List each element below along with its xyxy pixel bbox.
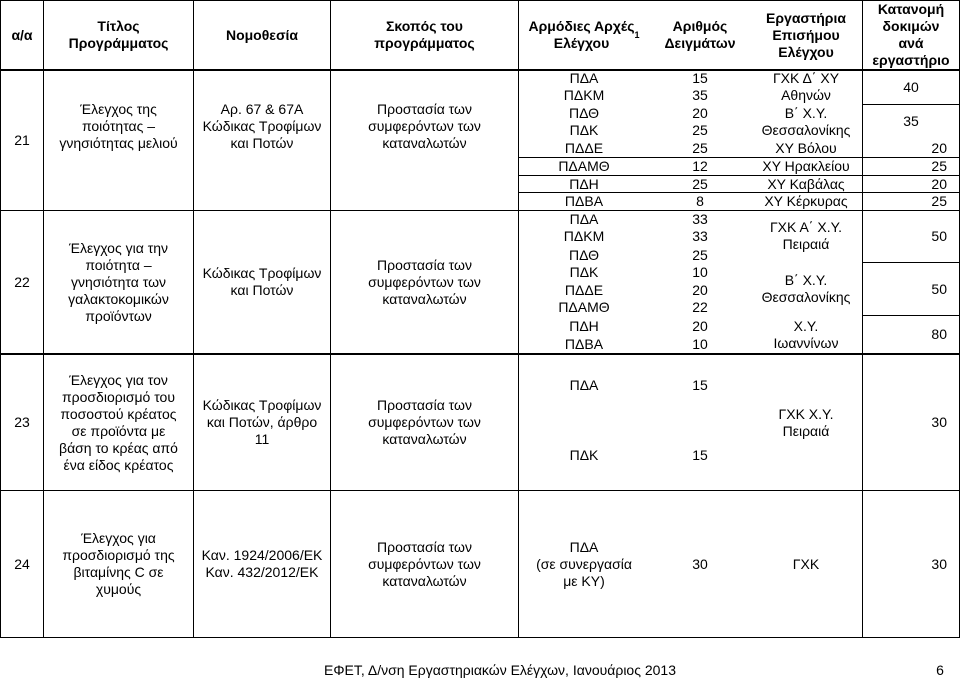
lab-cell: ΓΧΚ: [792, 555, 820, 572]
samples-cell: 15: [692, 70, 708, 86]
samples-cell: 20: [692, 281, 708, 298]
authority-cell: ΠΔΑΜΘ: [558, 299, 610, 315]
allocation-cell: 50: [931, 228, 947, 244]
allocation-cell: 25: [931, 158, 947, 174]
table-border-bottom: [0, 637, 960, 638]
authority-cell: ΠΔΗ: [569, 317, 599, 334]
authority-cell: ΠΔΔΕ: [564, 140, 604, 156]
samples-cell: 12: [692, 158, 708, 174]
allocation-cell: 50: [931, 280, 947, 297]
allocation-cell: 30: [931, 555, 947, 572]
header-allocation: Κατανομή δοκιμών ανά εργαστήριο: [872, 1, 950, 68]
program-number: 21: [14, 132, 30, 148]
lab-cell: ΓΧΚ Χ.Υ. Πειραιά: [778, 405, 834, 439]
lab-cell: ΧΥ Βόλου: [775, 140, 837, 156]
samples-cell: 33: [692, 211, 708, 227]
program-number: 23: [14, 414, 30, 430]
header-labs: Εργαστήρια Επισήμου Ελέγχου: [766, 9, 846, 60]
page-number: 6: [936, 662, 944, 678]
program-title: Έλεγχος για προσδιορισμό της βιταμίνης C σε χυμούς: [62, 530, 175, 597]
program-purpose: Προστασία των συμφερόντων των καταναλωτών: [368, 538, 481, 589]
samples-cell: 15: [692, 447, 708, 463]
allocation-cell: 40: [903, 79, 919, 95]
allocation-cell: 20: [931, 140, 947, 156]
authority-cell: ΠΔΑ: [569, 211, 599, 227]
lab-cell: ΓΧΚ Δ΄ ΧΥ Αθηνών: [772, 70, 840, 103]
allocation-cell: 80: [931, 326, 947, 342]
lab-cell: ΓΧΚ Α΄ Χ.Υ. Πειραιά: [769, 219, 843, 252]
authority-cell: ΠΔΒΑ: [564, 335, 604, 352]
samples-cell: 8: [696, 193, 704, 209]
samples-cell: 25: [692, 246, 708, 263]
samples-cell: 20: [692, 317, 708, 334]
program-legislation: Καν. 1924/2006/ΕΚ Καν. 432/2012/ΕΚ: [201, 547, 323, 580]
header-authorities: Αρμόδιες Αρχές Ελέγχου 1: [528, 18, 640, 51]
header-samples: Αριθμός Δειγμάτων: [664, 18, 736, 51]
allocation-cell: 25: [931, 193, 947, 209]
header-law: Νομοθεσία: [225, 26, 299, 43]
program-purpose: Προστασία των συμφερόντων των καταναλωτών: [368, 101, 481, 151]
header-title: Τίτλος Προγράμματος: [68, 18, 169, 51]
samples-cell: 30: [692, 555, 708, 572]
lab-cell: Β΄ Χ.Υ. Θεσσαλονίκης: [761, 272, 851, 305]
header-aa: α/α: [11, 26, 33, 43]
lab-cell: ΧΥ Κέρκυρας: [764, 193, 848, 209]
program-title: Έλεγχος για τον προσδιορισμό του ποσοστού κρέατος σε προϊόντα με βάση το κρέας από ένα είδος κρέατος: [59, 371, 178, 473]
samples-cell: 22: [692, 299, 708, 315]
samples-cell: 33: [692, 228, 708, 244]
allocation-cell: 30: [931, 414, 947, 430]
samples-cell: 20: [692, 105, 708, 121]
authority-cell: ΠΔΘ: [568, 246, 600, 263]
allocation-cell: 20: [931, 175, 947, 192]
authority-cell: ΠΔΑ: [569, 377, 599, 393]
authority-cell: ΠΔΚΜ: [563, 228, 605, 244]
authority-cell: ΠΔΔΕ: [564, 281, 604, 298]
lab-cell: ΧΥ Καβάλας: [767, 175, 845, 192]
authority-cell: ΠΔΘ: [568, 105, 600, 121]
lab-cell: ΧΥ Ηρακλείου: [762, 158, 850, 174]
header-authorities-label: Αρμόδιες Αρχές Ελέγχου: [528, 18, 635, 51]
samples-cell: 10: [692, 335, 708, 352]
program-number: 24: [14, 555, 30, 572]
authority-cell: ΠΔΑ: [569, 70, 599, 86]
samples-cell: 25: [692, 122, 708, 138]
program-purpose: Προστασία των συμφερόντων των καταναλωτών: [368, 256, 481, 307]
samples-cell: 10: [692, 264, 708, 280]
allocation-cell: 35: [903, 113, 919, 129]
program-legislation: Κώδικας Τροφίμων και Ποτών, άρθρο 11: [202, 397, 322, 447]
authority-cell: ΠΔΑ (σε συνεργασία με ΚΥ): [536, 538, 632, 589]
program-purpose: Προστασία των συμφερόντων των καταναλωτών: [368, 397, 481, 447]
lab-cell: Χ.Υ. Ιωαννίνων: [773, 318, 839, 351]
samples-cell: 35: [692, 87, 708, 103]
authority-cell: ΠΔΑΜΘ: [558, 158, 610, 174]
program-number: 22: [14, 273, 30, 290]
samples-cell: 25: [692, 140, 708, 156]
program-title: Έλεγχος για την ποιότητα – γνησιότητα των γαλακτοκομικών προϊόντων: [68, 239, 169, 324]
program-legislation: Αρ. 67 & 67Α Κώδικας Τροφίμων και Ποτών: [202, 101, 322, 151]
program-title: Έλεγχος της ποιότητας – γνησιότητας μελιού: [59, 101, 178, 151]
samples-cell: 15: [692, 377, 708, 393]
authority-cell: ΠΔΚ: [569, 447, 599, 463]
authority-cell: ΠΔΒΑ: [564, 193, 604, 209]
program-legislation: Κώδικας Τροφίμων και Ποτών: [202, 265, 322, 298]
authority-cell: ΠΔΚ: [569, 122, 599, 138]
lab-cell: Β΄ Χ.Υ. Θεσσαλονίκης: [761, 105, 851, 138]
authority-cell: ΠΔΗ: [569, 175, 599, 192]
samples-cell: 25: [692, 175, 708, 192]
page-footer: ΕΦΕΤ, Δ/νση Εργαστηριακών Ελέγχων, Ιανουάριος 2013: [323, 662, 677, 678]
authority-cell: ΠΔΚ: [569, 264, 599, 280]
header-purpose: Σκοπός του προγράμματος: [374, 18, 475, 51]
authority-cell: ΠΔΚΜ: [563, 87, 605, 103]
